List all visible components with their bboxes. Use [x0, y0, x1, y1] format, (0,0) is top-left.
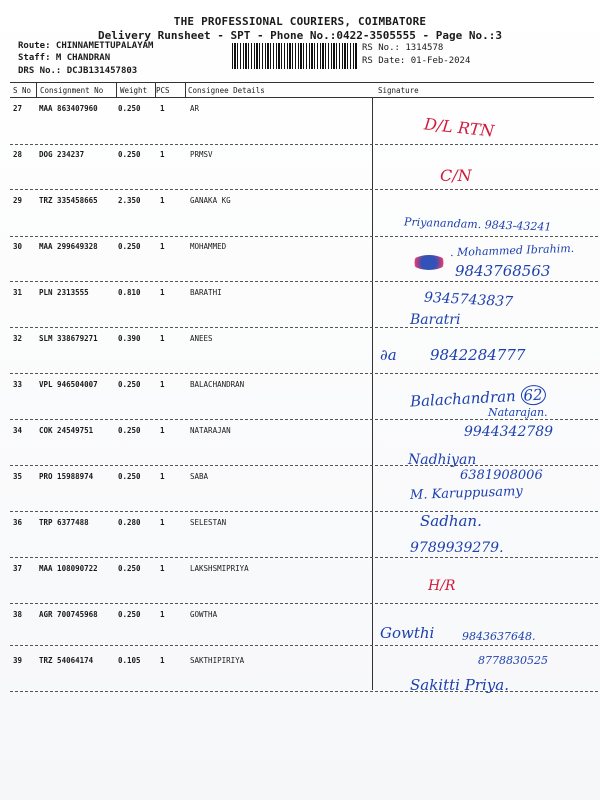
row-consignee: NATARAJAN — [190, 426, 231, 435]
row-pcs: 1 — [160, 564, 165, 573]
row-consignee: BALACHANDRAN — [190, 380, 245, 389]
row-sno: 33 — [13, 380, 23, 389]
handwritten-natarajan-signature: Natarajan. — [488, 406, 548, 419]
row-sno: 35 — [13, 472, 23, 481]
row-weight: 0.250 — [118, 472, 141, 481]
row-sno: 30 — [13, 242, 23, 251]
row-consignee: GOWTHA — [190, 610, 218, 619]
table-row — [10, 604, 600, 650]
row-consignment: MAA 299649328 — [39, 242, 98, 251]
row-sno: 37 — [13, 564, 23, 573]
row-consignment: MAA 863407960 — [39, 104, 98, 113]
handwritten-saba-phone: 6381908006 — [460, 468, 543, 483]
row-sno: 29 — [13, 196, 23, 205]
col-consignment: Consignment No — [40, 86, 104, 95]
handwritten-barathi-phone: 9345743837 — [423, 289, 514, 311]
row-pcs: 1 — [160, 380, 165, 389]
handwritten-selestan-phone: 9789939279. — [410, 540, 504, 556]
row-consignee: SAKTHIPIRIYA — [190, 656, 245, 665]
row-consignee: ANEES — [190, 334, 213, 343]
rs-number: RS No.: 1314578 — [362, 43, 444, 53]
row-consignment: MAA 108090722 — [39, 564, 98, 573]
handwritten-hir: H/R — [428, 578, 456, 594]
row-consignment: TRZ 54064174 — [39, 656, 94, 665]
handwritten-priyanandam: Priyanandam. 9843-43241 — [403, 215, 552, 234]
col-sno: S No — [13, 86, 32, 95]
row-consignment: PLN 2313555 — [39, 288, 89, 297]
row-consignment: PRO 15988974 — [39, 472, 94, 481]
col-consignee: Consignee Details — [188, 86, 265, 95]
row-consignment: AGR 700745968 — [39, 610, 98, 619]
row-consignee: GANAKA KG — [190, 196, 231, 205]
row-sno: 32 — [13, 334, 23, 343]
row-sno: 39 — [13, 656, 23, 665]
row-pcs: 1 — [160, 656, 165, 665]
handwritten-saba-signature: Nadhiyan — [408, 452, 477, 468]
handwritten-sakthi-signature: Sakitti Priya. — [410, 676, 509, 694]
row-consignee: SELESTAN — [190, 518, 227, 527]
handwritten-c-in: C/N — [440, 166, 472, 185]
row-sno: 38 — [13, 610, 23, 619]
handwritten-gowtha-phone: 9843637648. — [462, 630, 536, 643]
row-pcs: 1 — [160, 610, 165, 619]
row-consignee: AR — [190, 104, 200, 113]
row-weight: 0.810 — [118, 288, 141, 297]
row-consignee: BARATHI — [190, 288, 222, 297]
row-consignment: SLM 338679271 — [39, 334, 98, 343]
row-weight: 0.250 — [118, 380, 141, 389]
row-pcs: 1 — [160, 472, 165, 481]
handwritten-dl-rtn: D/L RTN — [423, 114, 496, 141]
row-pcs: 1 — [160, 288, 165, 297]
row-sno: 28 — [13, 150, 23, 159]
row-weight: 0.250 — [118, 242, 141, 251]
table-row — [10, 98, 600, 144]
drs-number: DRS No.: DCJB131457803 — [18, 66, 138, 76]
row-weight: 0.250 — [118, 426, 141, 435]
handwritten-barathi-signature: Baratri — [410, 312, 461, 328]
runsheet-subtitle: Delivery Runsheet - SPT - Phone No.:0422-3505555 - Page No.:3 — [98, 29, 502, 42]
row-consignment: DOG 234237 — [39, 150, 85, 159]
row-consignee: PRMSV — [190, 150, 213, 159]
row-consignment: TRZ 335458665 — [39, 196, 98, 205]
table-bottom-rule — [10, 691, 598, 692]
route-label: Route: CHINNAMETTUPALAYAM — [18, 41, 154, 51]
col-weight: Weight — [120, 86, 148, 95]
table-row — [10, 144, 600, 190]
row-sno: 34 — [13, 426, 23, 435]
row-pcs: 1 — [160, 150, 165, 159]
row-pcs: 1 — [160, 426, 165, 435]
row-weight: 0.250 — [118, 104, 141, 113]
row-consignment: VPL 946504007 — [39, 380, 98, 389]
barcode — [232, 43, 358, 69]
row-consignment: COK 24549751 — [39, 426, 94, 435]
row-pcs: 1 — [160, 104, 165, 113]
row-consignee: SABA — [190, 472, 209, 481]
staff-label: Staff: M CHANDRAN — [18, 53, 111, 63]
row-weight: 0.280 — [118, 518, 141, 527]
ink-scribble — [412, 255, 446, 270]
row-pcs: 1 — [160, 196, 165, 205]
row-sno: 27 — [13, 104, 23, 113]
row-sno: 36 — [13, 518, 23, 527]
row-weight: 0.105 — [118, 656, 141, 665]
handwritten-anees-signature: ∂a — [380, 346, 397, 364]
row-sno: 31 — [13, 288, 23, 297]
handwritten-mohammed-name: . Mohammed Ibrahim. — [449, 241, 575, 260]
col-pcs: PCS — [156, 86, 170, 95]
row-weight: 0.250 — [118, 564, 141, 573]
row-weight: 0.250 — [118, 150, 141, 159]
handwritten-sakthi-phone: 8778830525 — [478, 654, 548, 667]
handwritten-natarajan-phone: 9944342789 — [464, 424, 554, 440]
row-weight: 0.390 — [118, 334, 141, 343]
row-weight: 2.350 — [118, 196, 141, 205]
col-signature: Signature — [378, 86, 419, 95]
handwritten-bala-signature: Balachandran 62 — [410, 384, 546, 411]
table-row — [10, 558, 600, 604]
row-pcs: 1 — [160, 334, 165, 343]
row-pcs: 1 — [160, 518, 165, 527]
row-consignee: MOHAMMED — [190, 242, 227, 251]
table-row — [10, 512, 600, 558]
row-consignment: TRP 6377488 — [39, 518, 89, 527]
row-pcs: 1 — [160, 242, 165, 251]
handwritten-gowtha-signature: Gowthi — [380, 624, 435, 642]
handwritten-selestan-signature: Sadhan. — [420, 512, 482, 530]
rs-date: RS Date: 01-Feb-2024 — [362, 56, 471, 66]
handwritten-saba-name: M. Karuppusamy — [409, 484, 523, 503]
handwritten-mohammed-phone: 9843768563 — [455, 262, 551, 280]
handwritten-anees-phone: 9842284777 — [430, 346, 526, 364]
row-weight: 0.250 — [118, 610, 141, 619]
table-top-rule — [10, 82, 594, 83]
company-title: THE PROFESSIONAL COURIERS, COIMBATORE — [173, 15, 427, 28]
row-consignee: LAKSHSMIPRIYA — [190, 564, 249, 573]
